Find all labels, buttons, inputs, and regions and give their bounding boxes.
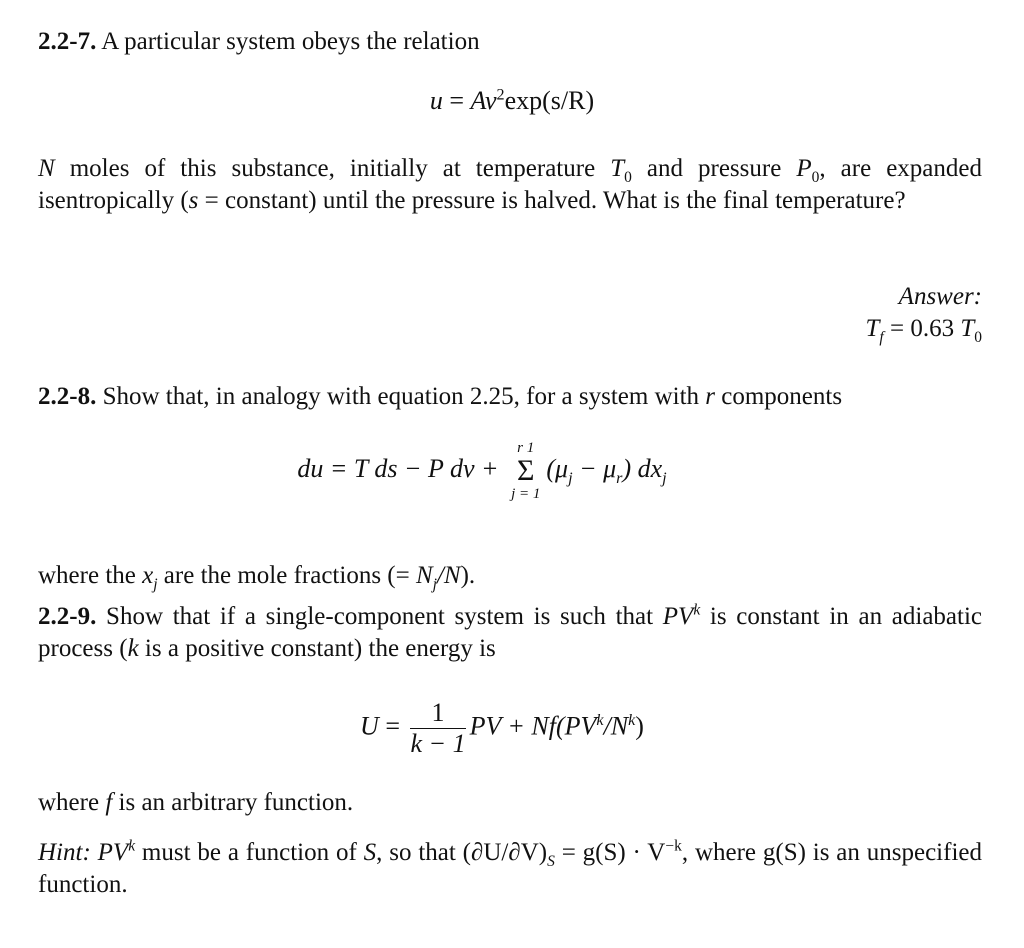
eq-term: u	[429, 86, 443, 115]
text: PV	[662, 603, 694, 630]
text: , so that (∂U/∂V)	[376, 839, 548, 866]
hint-label: Hint:	[38, 839, 91, 866]
frac-denominator: k − 1	[410, 729, 466, 758]
eq-term: j	[662, 470, 667, 488]
problem-number: 2.2-8.	[38, 383, 97, 410]
problem-2-2-7-intro	[38, 26, 982, 58]
fraction	[410, 698, 465, 759]
text: where the	[38, 562, 143, 589]
text: = constant) until the pressure is halved. What is the final temperature?	[198, 187, 906, 214]
text: components	[715, 383, 843, 410]
problem-number: 2.2-7.	[38, 28, 97, 55]
eq-term: ) dx	[622, 453, 663, 483]
eq-term: − μ	[572, 453, 617, 483]
eq-term: Av	[470, 86, 497, 115]
text: 0	[811, 169, 820, 186]
text: j	[153, 576, 158, 593]
text: Show that, in analogy with equation 2.25, for a system with	[102, 383, 706, 410]
eq-term: U	[360, 711, 379, 741]
text: 0	[624, 169, 632, 186]
frac-numerator: 1	[410, 698, 465, 729]
eq-term: (μ	[546, 453, 569, 483]
eq-term: r	[616, 470, 623, 488]
eq-term: =	[442, 86, 471, 115]
eq-term: du	[297, 453, 324, 483]
text: P	[796, 155, 812, 182]
eq-term: = T ds − P dv +	[323, 453, 506, 483]
text: are the mole fractions (=	[157, 562, 416, 589]
answer-label: Answer:	[898, 283, 982, 310]
text: and pressure	[631, 155, 797, 182]
text: f	[105, 789, 113, 816]
equation-u	[0, 86, 1024, 116]
text: 0	[974, 329, 982, 346]
problem-2-2-7-body	[38, 153, 982, 217]
text: x	[142, 562, 154, 589]
text: moles of this substance, initially at temperature	[54, 155, 611, 182]
problem-2-2-8-intro	[38, 381, 982, 413]
equation-U	[0, 698, 1014, 759]
text: k	[128, 837, 136, 855]
eq-term: PV + Nf(PV	[469, 711, 597, 741]
text: , where g(S) is an unspecified function.	[38, 839, 982, 898]
text: , are expanded isentropically (	[38, 155, 982, 214]
text: = g(S) · V	[554, 839, 666, 866]
text: must be a function of	[135, 839, 364, 866]
text: N	[38, 155, 55, 182]
text: is constant in an adiabatic process (	[38, 603, 983, 662]
problem-text: A particular system obeys the relation	[101, 28, 480, 55]
text: N	[415, 562, 433, 589]
eq-term: j	[568, 470, 573, 488]
text: T	[610, 155, 625, 182]
text: Show that if a single-component system is such that	[106, 603, 663, 630]
eq-term: 2	[496, 86, 505, 104]
eq-term: =	[378, 711, 407, 741]
text: ).	[460, 562, 476, 589]
text: T	[865, 315, 880, 342]
text: PV	[90, 839, 129, 866]
text: f	[879, 329, 884, 346]
summation	[511, 440, 540, 502]
problem-2-2-9-hint	[38, 837, 982, 901]
text: S	[363, 839, 377, 866]
answer-value	[865, 315, 982, 346]
text: k	[127, 635, 139, 662]
problem-2-2-9-where	[38, 787, 982, 819]
text: = 0.63	[883, 315, 961, 342]
text: is an arbitrary function.	[112, 789, 354, 816]
sum-lower: j = 1	[511, 486, 541, 502]
eq-term: exp(s/R)	[504, 86, 595, 115]
problem-number: 2.2-9.	[38, 603, 97, 630]
text: is a positive constant) the energy is	[138, 635, 496, 662]
eq-term: /N	[603, 711, 629, 741]
text: −k	[665, 837, 682, 855]
eq-term: )	[635, 711, 644, 741]
equation-du	[0, 440, 994, 502]
text: S	[547, 853, 555, 870]
text: r	[705, 383, 716, 410]
text: s	[188, 187, 199, 214]
text: j	[432, 576, 437, 593]
text: T	[960, 315, 975, 342]
sum-sigma: Σ	[516, 454, 535, 487]
text: /N	[436, 562, 461, 589]
problem-2-2-8-where	[38, 560, 982, 592]
sum-upper: r 1	[517, 440, 535, 456]
eq-term: k	[596, 711, 604, 729]
problem-2-2-9-intro	[38, 601, 982, 665]
text: where	[38, 789, 106, 816]
text: k	[693, 601, 701, 619]
eq-term: k	[628, 711, 636, 729]
